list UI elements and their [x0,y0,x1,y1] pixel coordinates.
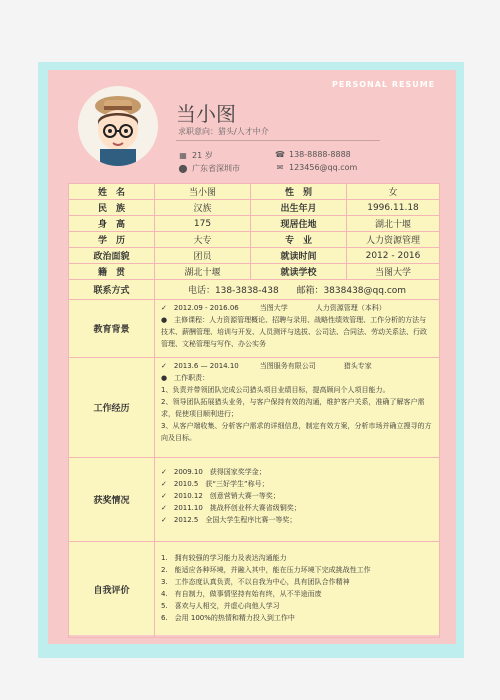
education-line: ● 主修课程：人力资源管理概论、招聘与录用、战略性绩效管理、工作分析的方法与技术、薪酬管理、培训与开发、人员测评与选拔、公司法、合同法、劳动关系法、行政管理、文秘管理与写作、办公实务 [161,316,427,348]
work-line: 1、负责并带领团队完成公司猎头项目业绩目标，提高顾问个人项目能力。 [161,386,390,394]
work-line: 2、领导团队拓展猎头业务，与客户保持有效的沟通，维护客户关系，准确了解客户需求，促使项目顺利进行； [161,398,425,418]
self-eval-line: 2. 能适应各种环境，并融入其中，能在压力环境下完成挑战性工作 [161,566,371,574]
self-eval-section [69,542,440,638]
education-section [69,300,440,358]
label-name: 姓 名 [69,184,155,200]
work-line: ● 工作职责： [161,374,210,382]
value-ethnicity: 汉族 [155,200,251,216]
value-residence: 湖北十堰 [347,216,440,232]
label-ethnicity: 民 族 [69,200,155,216]
self-eval-line: 6. 会用 100%的热情和精力投入到工作中 [161,614,295,622]
value-height: 175 [155,216,251,232]
work-content [155,358,440,458]
value-name: 当小图 [155,184,251,200]
awards-section [69,458,440,542]
table-row [69,232,440,248]
table-row [69,216,440,232]
value-school: 当图大学 [347,264,440,280]
award-line: ✓ 2012.5 全国大学生程序比赛一等奖； [161,516,297,524]
work-line: 3、从客户端收集、分析客户需求的详细信息，制定有效方案，分析市场并确立搜寻的方向及目标。 [161,422,432,442]
value-native-place: 湖北十堰 [155,264,251,280]
label-residence: 现居住地 [251,216,347,232]
profile-name: 当小图 [176,102,236,126]
value-gender: 女 [347,184,440,200]
award-line: ✓ 2011.10 挑战杯创业杯大赛省级铜奖； [161,504,301,512]
table-row [69,184,440,200]
contact-email: 邮箱：3838438@qq.com [296,286,407,296]
job-intent: 求职意向：猎头/人才中介 [178,127,269,136]
label-major: 专 业 [251,232,347,248]
work-section [69,358,440,458]
resume-table [68,183,439,635]
value-major: 人力资源管理 [347,232,440,248]
label-gender: 性 别 [251,184,347,200]
location-text: 广东省深圳市 [192,164,240,173]
contact-values [155,280,440,300]
awards-label: 获奖情况 [69,458,155,542]
self-eval-line: 1. 拥有较强的学习能力及表达沟通能力 [161,554,287,562]
self-eval-line: 4. 有自制力，做事情坚持有始有终，从不半途而废 [161,590,322,598]
label-education: 学 历 [69,232,155,248]
self-eval-line: 5. 喜欢与人相交，并虚心向他人学习 [161,602,280,610]
label-contact: 联系方式 [69,280,155,300]
value-study-time: 2012 - 2016 [347,248,440,264]
profile-divider [176,140,380,141]
email-info [275,163,357,172]
label-native-place: 籍 贯 [69,264,155,280]
education-line: ✓ 2012.09 - 2016.06 当图大学 人力资源管理（本科） [161,304,386,312]
label-height: 身 高 [69,216,155,232]
self-eval-content [155,542,440,638]
awards-content [155,458,440,542]
avatar [78,86,158,166]
value-political: 团员 [155,248,251,264]
email-text: 123456@qq.com [289,163,358,172]
mail-icon: ✉ [276,163,284,172]
value-education: 大专 [155,232,251,248]
self-eval-line: 3. 工作态度认真负责，不以自我为中心，具有团队合作精神 [161,578,350,586]
self-eval-label: 自我评价 [69,542,155,638]
contact-row [69,280,440,300]
calendar-icon: ▦ [179,151,187,160]
work-label: 工作经历 [69,358,155,458]
education-label: 教育背景 [69,300,155,358]
location-info [178,163,240,174]
work-line: ✓ 2013.6 — 2014.10 当图服务有限公司 猎头专家 [161,362,372,370]
header-label: PERSONAL RESUME [332,80,436,89]
location-icon: ⬤ [178,164,188,173]
label-school: 就读学校 [251,264,347,280]
table-row [69,200,440,216]
education-content [155,300,440,358]
table-row [69,248,440,264]
avatar-illustration [78,86,158,166]
table-row [69,264,440,280]
phone-text: 138-8888-8888 [289,150,351,159]
age-text: 21 岁 [192,151,213,160]
value-birth: 1996.11.18 [347,200,440,216]
basic-info-table [68,183,440,638]
label-birth: 出生年月 [251,200,347,216]
phone-icon: ☎ [275,150,285,159]
award-line: ✓ 2009.10 获得国家奖学金； [161,468,266,476]
award-line: ✓ 2010.5 获“三好学生”称号； [161,480,269,488]
age-info [178,150,213,161]
award-line: ✓ 2010.12 创意营销大赛一等奖； [161,492,280,500]
contact-phone: 电话：138-3838-438 [187,286,279,296]
label-study-time: 就读时间 [251,248,347,264]
phone-info [275,150,351,159]
label-political: 政治面貌 [69,248,155,264]
